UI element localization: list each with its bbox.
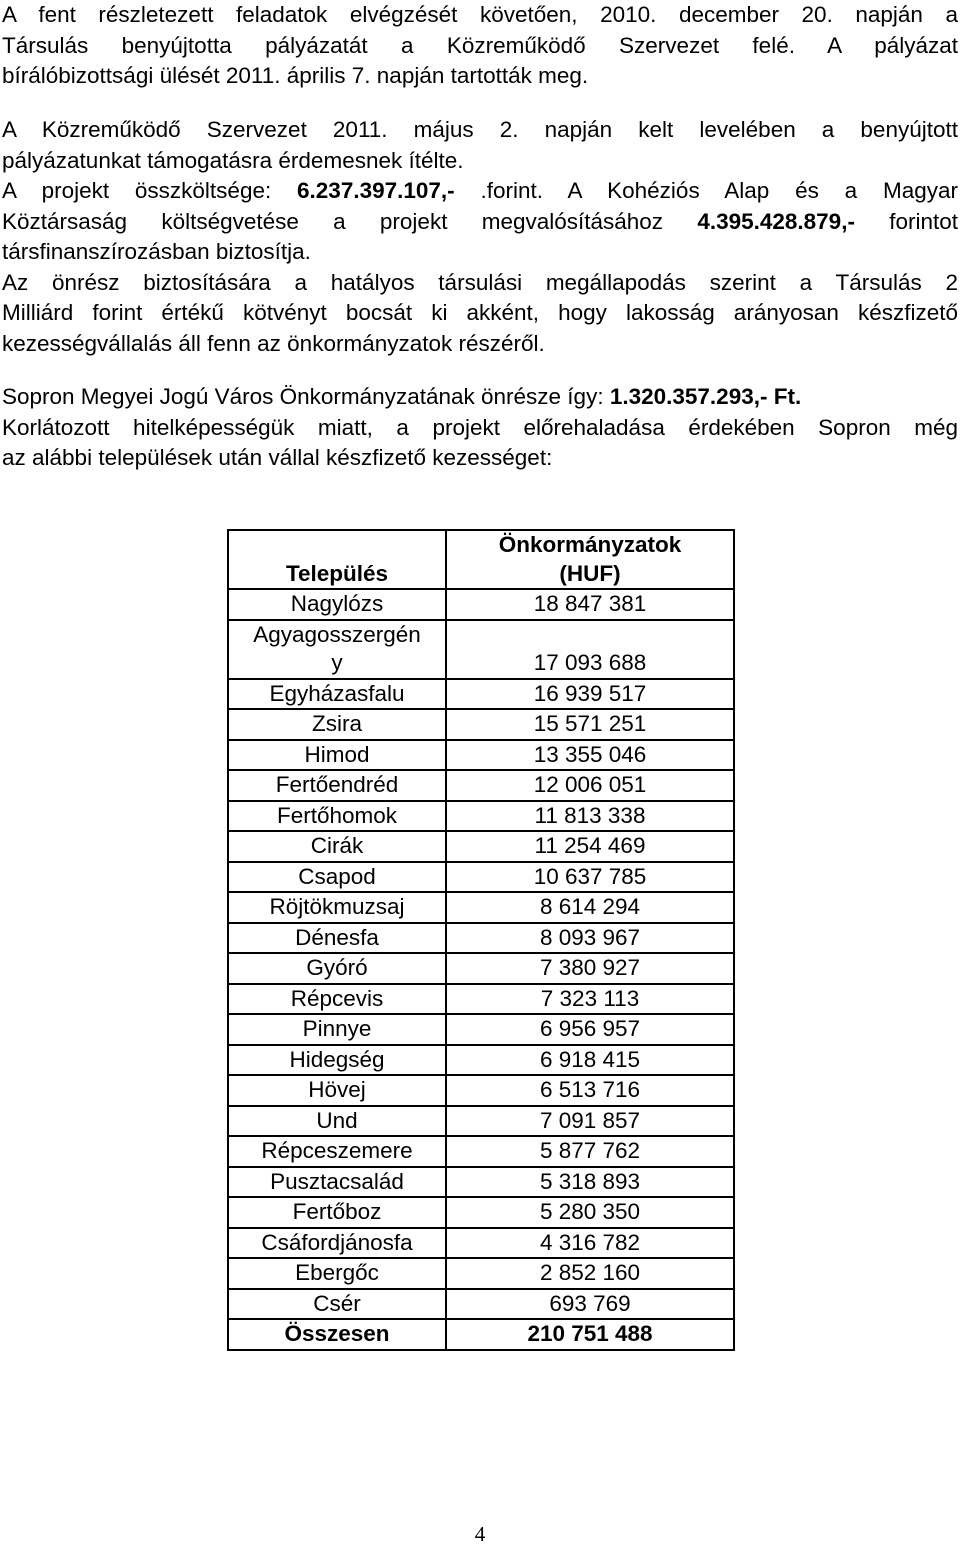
table-header-row: [228, 530, 734, 589]
text: Köztársaság költségvetése a projekt megvalósításához: [2, 208, 698, 234]
header-municipalities-line-2: (HUF): [559, 560, 621, 586]
paragraph-6-line-1: Korlátozott hitelképességük miatt, a projekt előrehaladása érdekében Sopron még: [2, 414, 958, 440]
paragraph-5: [2, 382, 958, 413]
table-row: [228, 1197, 734, 1228]
amount-huf: 8 093 967: [446, 923, 734, 954]
table-row: [228, 679, 734, 710]
paragraph-1-line-1: A fent részletezett feladatok elvégzését követően, 2010. december 20. napján a: [2, 2, 958, 27]
settlement-name: Csér: [228, 1289, 446, 1320]
amount-huf: 12 006 051: [446, 770, 734, 801]
settlement-name: Egyházasfalu: [228, 679, 446, 710]
amount-huf: 2 852 160: [446, 1258, 734, 1289]
amount-huf: 5 280 350: [446, 1197, 734, 1228]
text: .forint. A Kohéziós Alap és a Magyar: [454, 178, 958, 203]
amount-huf: 6 956 957: [446, 1014, 734, 1045]
table-row: [228, 801, 734, 832]
paragraph-2-line-1: A Közreműködő Szervezet 2011. május 2. napján kelt levelében a benyújtott: [2, 117, 958, 142]
paragraph-4-line-1: Az önrész biztosítására a hatályos társulási megállapodás szerint a Társulás 2: [2, 269, 958, 295]
table-row: [228, 1045, 734, 1076]
settlement-name-part: y: [331, 650, 343, 675]
settlement-name: Dénesfa: [228, 923, 446, 954]
table-row: [228, 923, 734, 954]
header-municipalities-line-1: Önkormányzatok: [498, 532, 682, 557]
settlement-name: Hövej: [228, 1075, 446, 1106]
amount-huf: 5 318 893: [446, 1167, 734, 1198]
table-row: [228, 1014, 734, 1045]
paragraph-3-line-3: társfinanszírozásban biztosítja.: [2, 239, 311, 264]
settlement-name: Gyóró: [228, 953, 446, 984]
paragraph-4-line-3: kezességvállalás áll fenn az önkormányzatok részéről.: [2, 330, 545, 356]
settlement-name: Fertőendréd: [228, 770, 446, 801]
table-row: [228, 1075, 734, 1106]
amount-huf: 4 316 782: [446, 1228, 734, 1259]
amount-huf: 5 877 762: [446, 1136, 734, 1167]
amount-huf: 15 571 251: [446, 709, 734, 740]
table-row: [228, 1289, 734, 1320]
amount-huf: 7 380 927: [446, 953, 734, 984]
table-row: [228, 740, 734, 771]
table-row: [228, 770, 734, 801]
amount-huf: 7 323 113: [446, 984, 734, 1015]
paragraph-6-line-2: az alábbi települések után vállal készfizető kezességet:: [2, 445, 553, 470]
text: forintot: [854, 208, 958, 234]
paragraph-1-line-2: Társulás benyújtotta pályázatát a Közreműködő Szervezet felé. A pályázat: [2, 32, 958, 58]
table-row: [228, 1106, 734, 1137]
paragraph-4-line-2: Milliárd forint értékű kötvényt bocsát ki akként, hogy lakosság arányosan készfizető: [2, 300, 958, 325]
text: Sopron Megyei Jogú Város Önkormányzatának önrésze így:: [2, 384, 610, 409]
settlement-name: Röjtökmuzsaj: [228, 892, 446, 923]
table-total-row: [228, 1319, 734, 1350]
amount-huf: 10 637 785: [446, 862, 734, 893]
settlement-name: Fertőboz: [228, 1197, 446, 1228]
table-row: [228, 1258, 734, 1289]
settlement-name: Zsira: [228, 709, 446, 740]
settlement-name: Und: [228, 1106, 446, 1137]
settlement-name: Pusztacsalád: [228, 1167, 446, 1198]
amount-huf: 693 769: [446, 1289, 734, 1320]
paragraph-1-line-3: bírálóbizottsági ülését 2011. április 7. napján tartották meg.: [2, 63, 589, 88]
settlement-name: Csáfordjánosfa: [228, 1228, 446, 1259]
settlement-name: Répcevis: [228, 984, 446, 1015]
cofinancing-amount: 4.395.428.879,-: [697, 208, 855, 234]
amount-huf: 8 614 294: [446, 892, 734, 923]
table-row: [228, 831, 734, 862]
amount-huf: 6 513 716: [446, 1075, 734, 1106]
settlement-name: Himod: [228, 740, 446, 771]
table-row: [228, 953, 734, 984]
settlement-name: Nagylózs: [228, 589, 446, 620]
header-municipalities: [446, 530, 734, 589]
table-row: [228, 589, 734, 620]
table-row: [228, 620, 734, 679]
header-settlement: Település: [228, 530, 446, 589]
table-row: [228, 1136, 734, 1167]
settlement-name: Cirák: [228, 831, 446, 862]
table-row: [228, 862, 734, 893]
amount-huf: 11 254 469: [446, 831, 734, 862]
amount-huf: 11 813 338: [446, 801, 734, 832]
paragraph-3-line-1: [2, 176, 958, 207]
total-label: Összesen: [228, 1319, 446, 1350]
settlement-name: Fertőhomok: [228, 801, 446, 832]
table-row: [228, 1228, 734, 1259]
amount-huf: 13 355 046: [446, 740, 734, 771]
amount-huf: 18 847 381: [446, 589, 734, 620]
amount-huf: 16 939 517: [446, 679, 734, 710]
municipality-guarantee-table: [227, 529, 735, 1351]
amount-huf: 17 093 688: [446, 620, 734, 679]
settlement-name: Csapod: [228, 862, 446, 893]
settlement-name: Pinnye: [228, 1014, 446, 1045]
settlement-name-part: Agyagosszergén: [253, 621, 421, 647]
settlement-name: [228, 620, 446, 679]
amount-huf: 6 918 415: [446, 1045, 734, 1076]
text: A projekt összköltsége:: [2, 178, 298, 203]
project-cost-amount: 6.237.397.107,-: [297, 178, 455, 203]
amount-huf: 7 091 857: [446, 1106, 734, 1137]
settlement-name: Ebergőc: [228, 1258, 446, 1289]
table-row: [228, 709, 734, 740]
table-body: [228, 530, 734, 1350]
table-row: [228, 1167, 734, 1198]
settlement-name: Hidegség: [228, 1045, 446, 1076]
paragraph-3-line-2: [2, 207, 958, 238]
table-row: [228, 892, 734, 923]
own-contribution-amount: 1.320.357.293,- Ft.: [609, 384, 802, 409]
paragraph-2-line-2: pályázatunkat támogatásra érdemesnek ítélte.: [2, 147, 464, 173]
page-number: 4: [474, 1522, 486, 1546]
total-amount: 210 751 488: [446, 1319, 734, 1350]
table-row: [228, 984, 734, 1015]
settlement-name: Répceszemere: [228, 1136, 446, 1167]
